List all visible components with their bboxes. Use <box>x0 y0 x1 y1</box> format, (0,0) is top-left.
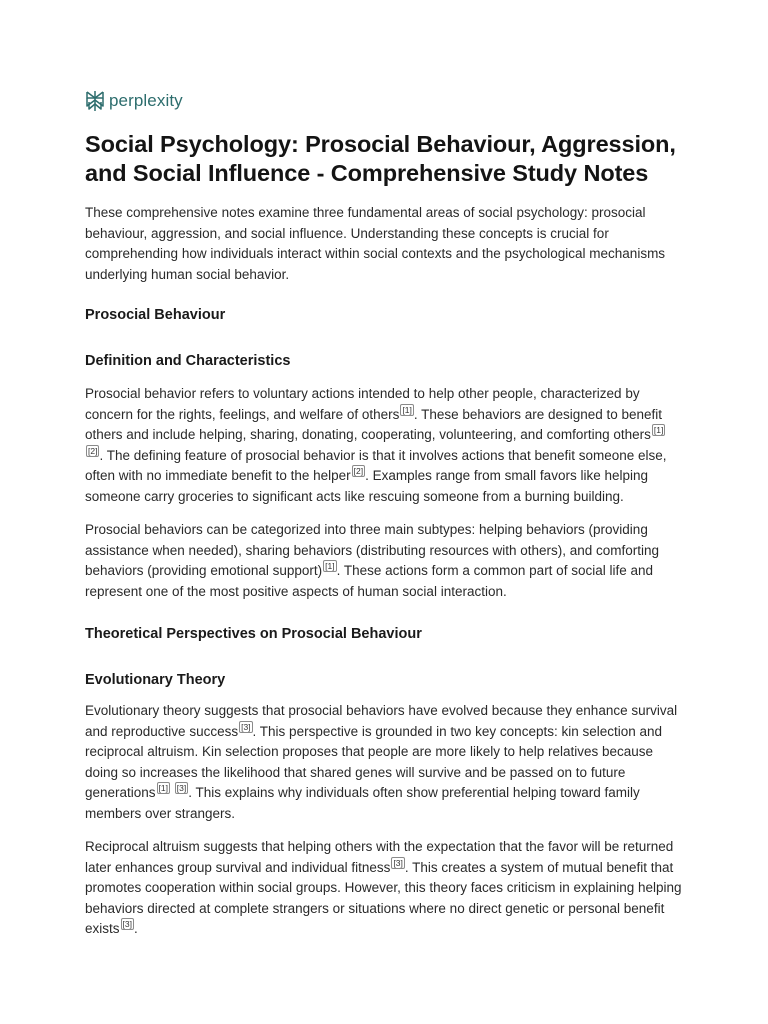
section-heading-prosocial: Prosocial Behaviour <box>85 307 226 323</box>
citation-link[interactable]: [3] <box>176 783 187 793</box>
citation-link[interactable]: [1] <box>402 404 412 415</box>
intro-paragraph: These comprehensive notes examine three fundamental areas of social psychology: prosocial behaviour, aggression, and social influence. Understanding these concepts is crucial for comprehending how individuals interact within social contexts and the psychological mechanisms underlying human social behavior. <box>85 205 666 282</box>
perplexity-logo[interactable] <box>85 90 183 112</box>
text-span: Prosocial behavior refers to voluntary actions intended to help other people, characterized by concern for the rights, feelings, and welfare of others <box>85 386 640 422</box>
paragraph-definition <box>85 384 685 507</box>
citation-link[interactable]: [1] <box>325 561 335 571</box>
text-span: Reciprocal altruism suggests that helping others with the expectation that the favor will be returned later enhances group survival and individual fitness <box>85 839 674 875</box>
section-heading-theory: Theoretical Perspectives on Prosocial Behaviour <box>85 626 422 642</box>
text-span: . These behaviors are designed to benefit others and include helping, sharing, donating, cooperating, volunteering, and comforting others <box>85 406 663 442</box>
citation-link[interactable]: [1] <box>158 783 169 793</box>
paragraph-subtypes <box>85 520 685 602</box>
citation-link[interactable]: [2] <box>88 445 98 456</box>
paragraph-evolutionary <box>85 701 685 824</box>
text-span: . This creates a system of mutual benefit that promotes cooperation within social groups. However, this theory faces criticism in explaining helping behaviors directed at complete strangers or situations where no direct genetic or personal benefit exists <box>85 859 682 936</box>
text-span: . <box>133 921 138 936</box>
citation-link[interactable]: [3] <box>122 919 132 929</box>
page-title: Social Psychology: Prosocial Behaviour, Aggression, and Social Influence - Comprehensive Study Notes <box>85 131 676 186</box>
citation-link[interactable]: [2] <box>353 466 364 476</box>
text-span: Evolutionary theory suggests that prosocial behaviors have evolved because they enhance survival and reproductive success <box>85 703 678 739</box>
perplexity-logo-icon <box>85 90 105 112</box>
text-span: Prosocial behaviors can be categorized into three main subtypes: helping behaviors (providing assistance when needed), sharing behaviors (distributing resources with others), and comforting behaviors (providing emotional support) <box>85 522 660 578</box>
text-span: . This explains why individuals often show preferential helping toward family members over strangers. <box>85 785 640 821</box>
subheading-definition: Definition and Characteristics <box>85 353 291 369</box>
text-span: . These actions form a common part of social life and represent one of the most positive aspects of human social interaction. <box>85 563 653 599</box>
citation-link[interactable]: [1] <box>653 425 664 435</box>
brand-name: perplexity <box>109 91 183 110</box>
text-span: . This perspective is grounded in two key concepts: kin selection and reciprocal altruism. Kin selection proposes that people are more likely to help relatives because doing so increases the likelihood that shared genes will survive and be passed on to future generations <box>85 723 663 800</box>
subheading-evolutionary: Evolutionary Theory <box>85 672 226 688</box>
text-span: . The defining feature of prosocial behavior is that it involves actions that benefit someone else, often with no immediate benefit to the helper <box>85 447 667 483</box>
citation-link[interactable]: [3] <box>393 857 403 868</box>
citation-link[interactable]: [3] <box>241 721 251 732</box>
document-body <box>85 130 685 940</box>
paragraph-reciprocal <box>85 837 685 940</box>
text-span: . Examples range from small favors like helping someone carry groceries to significant acts like rescuing someone from a burning building. <box>85 468 648 504</box>
